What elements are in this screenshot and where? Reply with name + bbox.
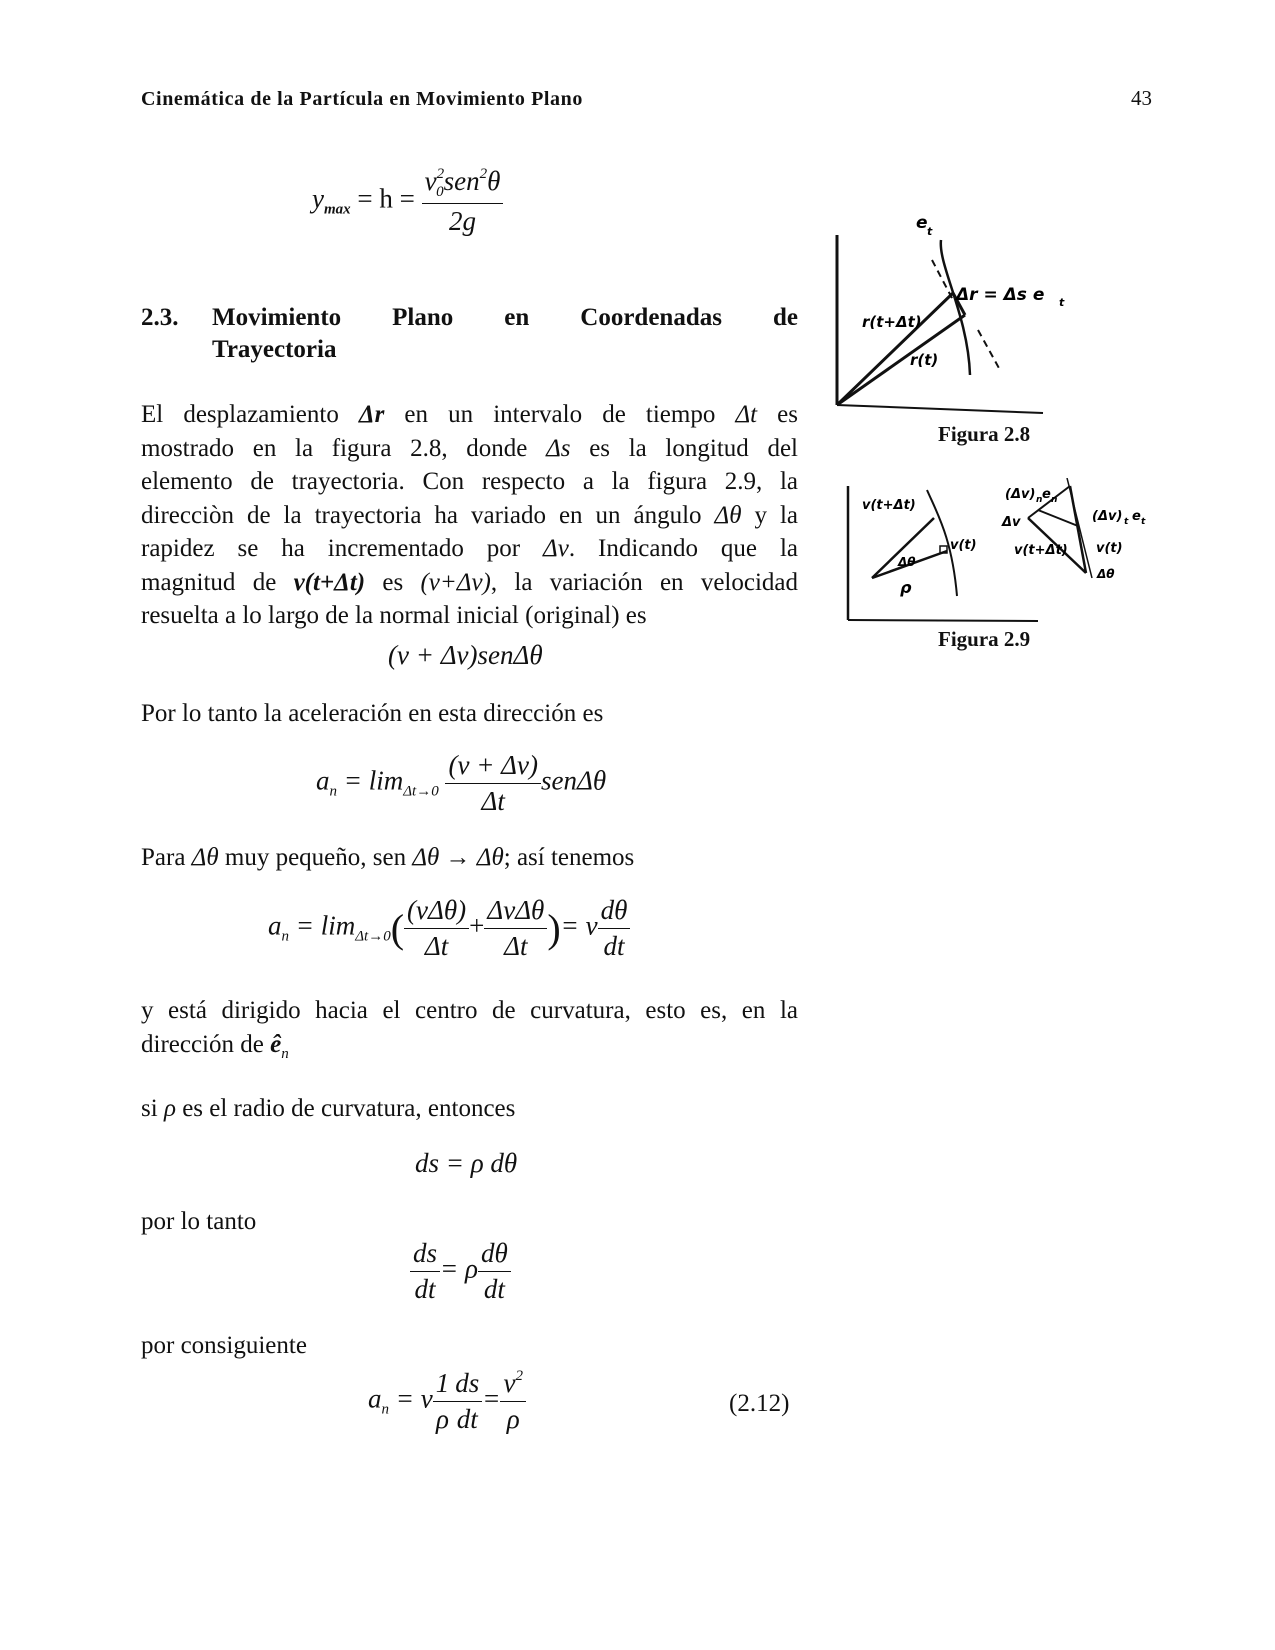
ymax-num-sup: 2	[436, 166, 445, 182]
an2-paren-open: (	[390, 906, 405, 951]
fig29-label-e-n-sub: n	[1051, 495, 1058, 505]
an1-lim: = lim	[337, 765, 404, 796]
section-word-4: Coordenadas	[580, 304, 722, 331]
equation-an-limit	[316, 750, 606, 817]
an3-mid: = v	[389, 1383, 433, 1414]
fig28-label-e-sub: t	[927, 225, 933, 238]
equation-an-final	[368, 1368, 526, 1435]
fig28-tangent-lower	[978, 330, 1000, 370]
section-title-line2: Trayectoria	[212, 336, 337, 363]
figure-2-9	[842, 478, 1160, 626]
fig29-label-v-tdt: v(t+Δt)	[862, 498, 916, 513]
para1-line1: El desplazamiento Δr en un intervalo de tiempo Δt es	[141, 401, 798, 428]
fig29-label-dv-t: (Δv)	[1092, 509, 1123, 524]
fig29-label-dtheta: Δθ	[898, 555, 916, 569]
fig28-vector-r-tdt	[837, 293, 953, 405]
an1-tail: senΔθ	[541, 765, 607, 796]
caption-figure-2-8: Figura 2.8	[938, 422, 1031, 446]
fig29-label-v-t: v(t)	[950, 538, 977, 553]
para1-line5: rapidez se ha incrementado por Δv. Indicando que la	[141, 535, 798, 562]
fig29-label-v-t-right: v(t)	[1096, 541, 1123, 556]
dsdt-mid: = ρ	[440, 1253, 478, 1284]
text-radius-curvature: si ρ es el radio de curvatura, entonces	[141, 1095, 516, 1122]
text-acceleration-direction: Por lo tanto la aceleración en esta dirección es	[141, 700, 604, 727]
ymax-lhs: y	[312, 183, 324, 214]
ymax-num-sub: 0	[436, 184, 444, 200]
fig28-label-r-t: r(t)	[910, 351, 939, 369]
section-number: 2.3.	[141, 304, 179, 331]
an3-lhs: a	[368, 1383, 382, 1414]
fig28-label-r-tdt: r(t+Δt)	[862, 313, 922, 331]
equation-increment: (v + Δv)senΔθ	[388, 640, 543, 670]
fig29-vector-v-tdt	[872, 518, 934, 578]
para1-line7: resuelta a lo largo de la normal inicial (original) es	[141, 602, 647, 629]
para1-line2: mostrado en la figura 2.8, donde Δs es la longitud del	[141, 434, 798, 462]
an2-lim-sub: Δt→0	[355, 928, 391, 945]
an3-eq: =	[482, 1383, 501, 1414]
para1-line6: magnitud de v(t+Δt) es (v+Δv), la variación en velocidad	[141, 568, 799, 596]
figure-2-8	[828, 205, 1073, 420]
an2-plus: +	[469, 910, 485, 941]
fig28-x-axis	[837, 405, 1043, 413]
equation-an-expanded	[268, 895, 630, 962]
fig29-label-dv-t-sub: t	[1124, 517, 1129, 527]
page-number: 43	[1131, 86, 1152, 110]
an2-lhs-sub: n	[281, 928, 289, 945]
dsdt-fraction2: $\frac{d\theta}{dt}$	[478, 1238, 511, 1305]
section-word-3: en	[504, 304, 530, 331]
ymax-den: 2g	[449, 206, 476, 236]
fig29-label-dv-n-sub: n	[1036, 495, 1043, 505]
direction-line1: y está dirigido hacia el centro de curvatura, esto es, en la	[141, 997, 798, 1024]
fig28-path-curve	[941, 240, 970, 375]
para1-line3: elemento de trayectoria. Con respecto a la figura 2.9, la	[141, 468, 798, 495]
section-word-5: de	[772, 304, 798, 331]
an1-lhs-sub: n	[329, 783, 337, 800]
fig28-label-dr-sub: t	[1059, 296, 1065, 309]
direction-line2: dirección de $ê_n$	[141, 1030, 289, 1062]
paragraph-direction	[141, 994, 798, 1071]
fig29-label-dv-n: (Δv)	[1005, 487, 1036, 502]
fig29-label-e-n: e	[1042, 487, 1051, 502]
ymax-num-theta: θ	[487, 166, 501, 196]
an2-fraction3: $\frac{d\theta}{dt}$	[598, 895, 631, 962]
fig28-label-e: e	[916, 213, 928, 233]
fig29-label-e-t-sub: t	[1141, 517, 1146, 527]
fig29-label-v-tdt-right: v(t+Δt)	[1014, 543, 1068, 558]
text-small-angle: Para Δθ muy pequeño, sen Δθ → Δθ; así tenemos	[141, 844, 635, 871]
section-word-1: Movimiento	[212, 304, 342, 331]
fig29-label-rho: ρ	[900, 578, 912, 597]
ymax-mid: = h =	[357, 183, 415, 214]
an2-lim: = lim	[289, 910, 356, 941]
equation-dsdt	[410, 1238, 511, 1305]
an3-fraction1: $\frac{1}{\rho}$	[433, 1368, 453, 1435]
fig29-dv-t	[1038, 510, 1078, 526]
fig29-x-axis	[848, 620, 1038, 621]
an2-lhs: a	[268, 910, 282, 941]
an2-paren-close: )	[547, 906, 561, 951]
section-word-2: Plano	[392, 304, 454, 331]
ymax-num-v: v	[424, 166, 437, 196]
equation-ymax	[312, 166, 503, 237]
an2-fraction1: $\frac{\text{(vΔθ)}}{\Delta t}$	[404, 895, 469, 962]
fig29-label-e-t: e	[1132, 509, 1141, 524]
an3-lhs-sub: n	[381, 1401, 389, 1418]
an3-fraction2: $\frac{ds}{dt}$	[452, 1368, 482, 1435]
section-title-line1	[212, 304, 798, 332]
an2-eq-v: = v	[560, 910, 598, 941]
ymax-num-sen: sen	[443, 166, 480, 196]
ymax-num-sup2: 2	[479, 166, 488, 182]
unit-vector-en: ê	[270, 1030, 282, 1058]
equation-number: (2.12)	[729, 1390, 790, 1417]
unit-vector-en-sub: n	[281, 1045, 289, 1062]
ymax-lhs-sub: max	[323, 201, 351, 218]
fig29-label-dtheta-right: Δθ	[1097, 567, 1115, 581]
equation-ds: ds = ρ dθ	[415, 1148, 518, 1178]
dsdt-fraction1: $\frac{ds}{dt}$	[410, 1238, 440, 1305]
an3-fraction3: $\frac{v^2}{\rho}$	[500, 1368, 525, 1435]
an1-lim-sub: Δt→0	[403, 783, 439, 800]
fig28-label-dr: Δr = Δs e	[956, 285, 1045, 305]
an1-lhs: a	[316, 765, 330, 796]
running-header: Cinemática de la Partícula en Movimiento Plano	[141, 88, 583, 110]
text-consequently: por consiguiente	[141, 1332, 307, 1359]
caption-figure-2-9: Figura 2.9	[938, 627, 1031, 651]
fig29-tangent-right	[1067, 478, 1092, 578]
an2-fraction2: $\frac{\text{ΔvΔθ}}{\Delta t}$	[484, 895, 547, 962]
paragraph-displacement	[141, 398, 798, 633]
an1-fraction: $\frac{(v + \Delta v)}{\Delta t}$	[445, 750, 541, 817]
ymax-fraction	[422, 166, 504, 237]
text-therefore: por lo tanto	[141, 1208, 257, 1235]
para1-line4: direcciòn de la trayectoria ha variado en un ángulo Δθ y la	[141, 501, 799, 529]
fig29-label-dv: Δv	[1002, 515, 1021, 530]
